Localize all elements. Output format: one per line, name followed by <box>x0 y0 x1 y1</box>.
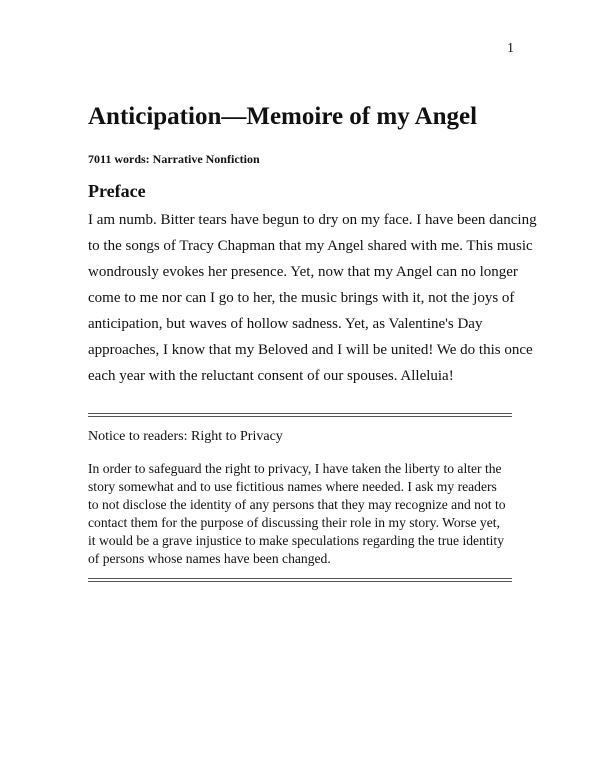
notice-line: to not disclose the identity of any persons that they may recognize and not to <box>88 497 506 512</box>
notice-line: of persons whose names have been changed. <box>88 551 331 566</box>
notice-line: story somewhat and to use fictitious names where needed. I ask my readers <box>88 479 497 494</box>
preface-line: I am numb. Bitter tears have begun to dry on my face. I have been dancing <box>88 212 537 228</box>
preface-heading: Preface <box>88 181 146 201</box>
document-title: Anticipation—Memoire of my Angel <box>88 103 478 130</box>
notice-bottom-divider <box>88 578 512 582</box>
preface-line: come to me nor can I go to her, the music brings with it, not the joys of <box>88 290 515 306</box>
preface-line: approaches, I know that my Beloved and I will be united! We do this once <box>88 342 533 358</box>
document-subtitle: 7011 words: Narrative Nonfiction <box>88 152 260 166</box>
page-number: 1 <box>507 41 514 56</box>
preface-line: anticipation, but waves of hollow sadness. Yet, as Valentine's Day <box>88 316 483 332</box>
notice-top-divider <box>88 413 512 417</box>
preface-line: each year with the reluctant consent of our spouses. Alleluia! <box>88 368 454 384</box>
notice-heading: Notice to readers: Right to Privacy <box>88 429 283 444</box>
notice-line: it would be a grave injustice to make speculations regarding the true identity <box>88 533 504 548</box>
preface-line: wondrously evokes her presence. Yet, now that my Angel can no longer <box>88 264 518 280</box>
notice-line: In order to safeguard the right to privacy, I have taken the liberty to alter the <box>88 461 502 476</box>
notice-line: contact them for the purpose of discussing their role in my story. Worse yet, <box>88 515 500 530</box>
preface-line: to the songs of Tracy Chapman that my Angel shared with me. This music <box>88 238 533 254</box>
